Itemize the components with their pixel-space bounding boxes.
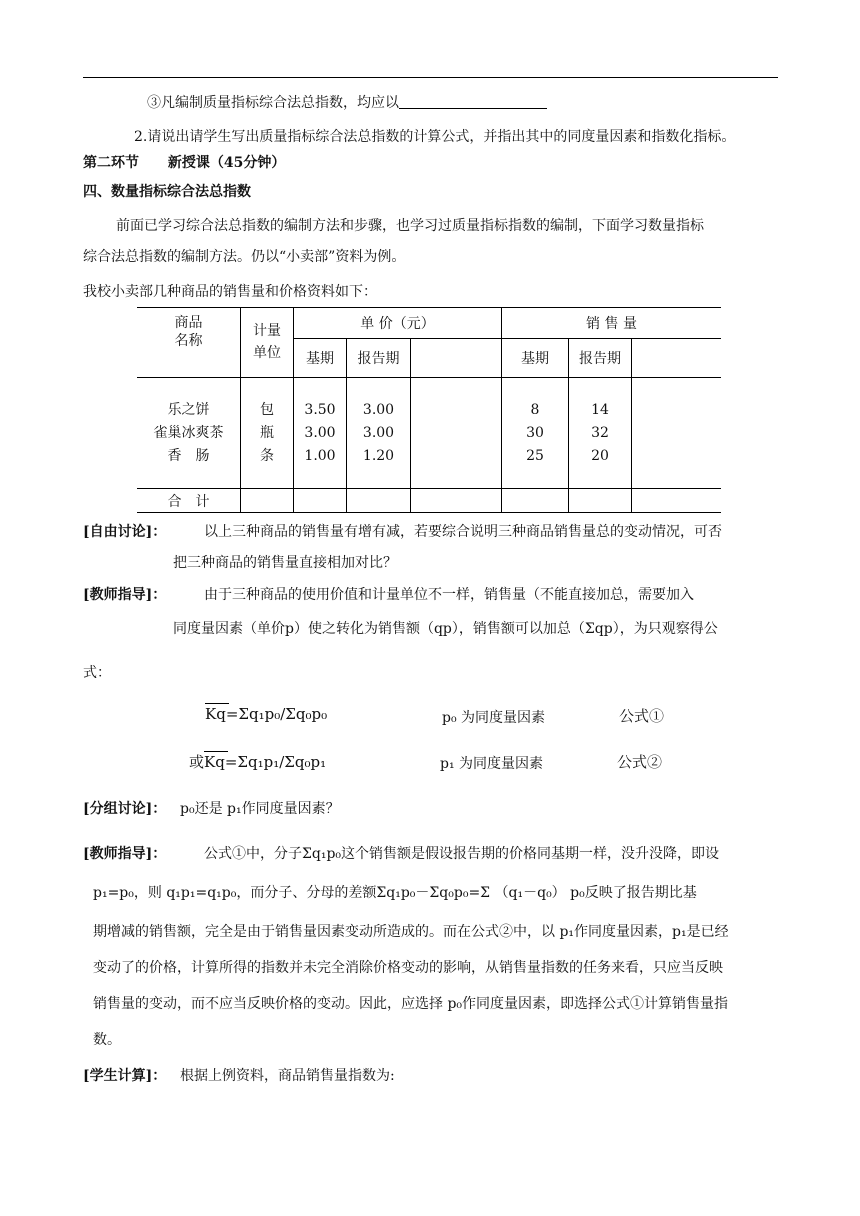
sales-report-value: 32 bbox=[591, 424, 609, 441]
teacher-guide-1-line-3: 式： bbox=[83, 665, 111, 681]
price-report-cell bbox=[347, 378, 411, 489]
price-base-value: 3.50 bbox=[304, 401, 336, 418]
total-cell bbox=[294, 489, 347, 513]
header-price-report: 报告期 bbox=[347, 339, 411, 378]
header-price-group: 单 价（元） bbox=[294, 308, 502, 339]
price-base-value: 3.00 bbox=[304, 424, 336, 441]
question-2: 2.请说出请学生写出质量指标综合法总指数的计算公式，并指出其中的同度量因素和指数化指标。 bbox=[134, 129, 736, 145]
formula-2-kq bbox=[204, 753, 225, 771]
formula-2-kq-text: Kq bbox=[204, 753, 225, 771]
price-report-value: 1.20 bbox=[362, 447, 395, 464]
price-report-value: 3.00 bbox=[362, 424, 395, 441]
product-name: 香 肠 bbox=[167, 447, 210, 464]
header-unit-2: 单位 bbox=[253, 345, 281, 361]
header-sales-group: 销 售 量 bbox=[502, 308, 722, 339]
free-discussion-line-2: 把三种商品的销售量直接相加对比？ bbox=[173, 555, 397, 571]
total-cell bbox=[411, 489, 502, 513]
formula-1 bbox=[189, 705, 327, 723]
group-discussion-label: [分组讨论]： bbox=[83, 801, 167, 817]
product-name: 雀巢冰爽茶 bbox=[153, 424, 224, 441]
header-unit bbox=[241, 308, 294, 378]
formula-1-body: =Σq₁p₀/Σq₀p₀ bbox=[225, 705, 328, 723]
price-report-value: 3.00 bbox=[362, 401, 395, 418]
formula-2-note: p₁ 为同度量因素 bbox=[440, 756, 544, 772]
group-discussion-text: p₀还是 p₁作同度量因素？ bbox=[180, 801, 340, 817]
teacher-guide-1-line-2: 同度量因素（单价p）使之转化为销售额（qp），销售额可以加总（Σqp），为只观察得公 bbox=[173, 621, 718, 637]
total-cell bbox=[632, 489, 722, 513]
item3-text: ③凡编制质量指标综合法总指数，均应以 bbox=[147, 95, 399, 111]
header-unit-1: 计量 bbox=[253, 323, 281, 339]
section-label: 第二环节 bbox=[83, 155, 139, 171]
section-heading bbox=[83, 152, 285, 172]
sales-base-cell bbox=[502, 378, 569, 489]
formula-1-kq bbox=[205, 705, 226, 723]
sales-base-value: 30 bbox=[526, 424, 544, 441]
price-base-value: 1.00 bbox=[304, 447, 336, 464]
intro-line-2: 综合法总指数的编制方法。仍以“小卖部”资料为例。 bbox=[83, 249, 406, 265]
unit: 包 bbox=[260, 401, 274, 418]
header-sales-report: 报告期 bbox=[569, 339, 632, 378]
teacher-guide-2-line-1: 公式①中，分子Σq₁p₀这个销售额是假设报告期的价格同基期一样，没升没降，即设 bbox=[204, 846, 720, 862]
sales-price-table bbox=[137, 307, 721, 513]
formula-2-overline bbox=[204, 751, 228, 752]
total-cell bbox=[241, 489, 294, 513]
total-label: 合 计 bbox=[137, 489, 241, 513]
sales-report-value: 14 bbox=[591, 401, 609, 418]
unit: 瓶 bbox=[260, 424, 274, 441]
teacher-guide-label-1: [教师指导]： bbox=[83, 587, 167, 603]
teacher-guide-2-line-2: p₁=p₀，则 q₁p₁=q₁p₀，而分子、分母的差额Σq₁p₀－Σq₀p₀=Σ （q₁－q₀） p₀反映了报告期比基 bbox=[93, 885, 697, 901]
header-product bbox=[137, 308, 241, 378]
student-calc-text: 根据上例资料，商品销售量指数为: bbox=[180, 1068, 395, 1084]
header-product-2: 名称 bbox=[174, 333, 203, 349]
formula-1-kq-text: Kq bbox=[205, 705, 226, 723]
header-rule bbox=[83, 77, 778, 78]
teacher-guide-2-line-6: 数。 bbox=[93, 1032, 121, 1048]
total-cell bbox=[502, 489, 569, 513]
heading-4: 四、数量指标综合法总指数 bbox=[83, 184, 251, 200]
table-caption: 我校小卖部几种商品的销售量和价格资料如下： bbox=[83, 284, 377, 300]
header-product-1: 商品 bbox=[174, 315, 203, 331]
products-cell bbox=[137, 378, 241, 489]
product-name: 乐之饼 bbox=[167, 401, 210, 418]
sales-base-value: 8 bbox=[530, 401, 540, 418]
header-sales-blank bbox=[632, 339, 722, 378]
fill-blank bbox=[399, 94, 547, 109]
intro-line-1: 前面已学习综合法总指数的编制方法和步骤，也学习过质量指标指数的编制，下面学习数量指标 bbox=[116, 218, 704, 234]
header-sales-base: 基期 bbox=[502, 339, 569, 378]
header-price-base: 基期 bbox=[294, 339, 347, 378]
sales-report-cell bbox=[569, 378, 632, 489]
teacher-guide-1-line-1: 由于三种商品的使用价值和计量单位不一样，销售量（不能直接加总，需要加入 bbox=[204, 587, 694, 603]
teacher-guide-2-line-4: 变动了的价格，计算所得的指数并未完全消除价格变动的影响，从销售量指数的任务来看，只应当反映 bbox=[93, 960, 723, 976]
price-blank-cell bbox=[411, 378, 502, 489]
item3-line bbox=[147, 92, 547, 112]
formula-1-overline bbox=[205, 703, 229, 704]
formula-2-body: =Σq₁p₁/Σq₀p₁ bbox=[224, 753, 327, 771]
total-cell bbox=[569, 489, 632, 513]
formula-2-tag: 公式② bbox=[617, 753, 663, 771]
free-discussion-line-1: 以上三种商品的销售量有增有减，若要综合说明三种商品销售量总的变动情况，可否 bbox=[204, 524, 722, 540]
teacher-guide-2-line-5: 销售量的变动，而不应当反映价格的变动。因此，应选择 p₀作同度量因素，即选择公式①计算销售量指 bbox=[93, 996, 729, 1012]
formula-2 bbox=[189, 751, 326, 772]
section-title: 新授课（45分钟） bbox=[167, 155, 286, 171]
free-discussion-label: [自由讨论]： bbox=[83, 524, 167, 540]
header-price-blank bbox=[411, 339, 502, 378]
sales-report-value: 20 bbox=[591, 447, 609, 464]
formula-1-tag: 公式① bbox=[619, 707, 665, 725]
student-calc-label: [学生计算]： bbox=[83, 1068, 167, 1084]
formula-2-prefix: 或 bbox=[189, 753, 205, 771]
units-cell bbox=[241, 378, 294, 489]
unit: 条 bbox=[260, 447, 274, 464]
teacher-guide-2-line-3: 期增减的销售额，完全是由于销售量因素变动所造成的。而在公式②中，以 p₁作同度量因素，p₁是已经 bbox=[93, 924, 729, 940]
formula-1-note: p₀ 为同度量因素 bbox=[442, 710, 546, 726]
sales-blank-cell bbox=[632, 378, 722, 489]
total-cell bbox=[347, 489, 411, 513]
teacher-guide-label-2: [教师指导]： bbox=[83, 846, 167, 862]
price-base-cell bbox=[294, 378, 347, 489]
sales-base-value: 25 bbox=[526, 447, 544, 464]
